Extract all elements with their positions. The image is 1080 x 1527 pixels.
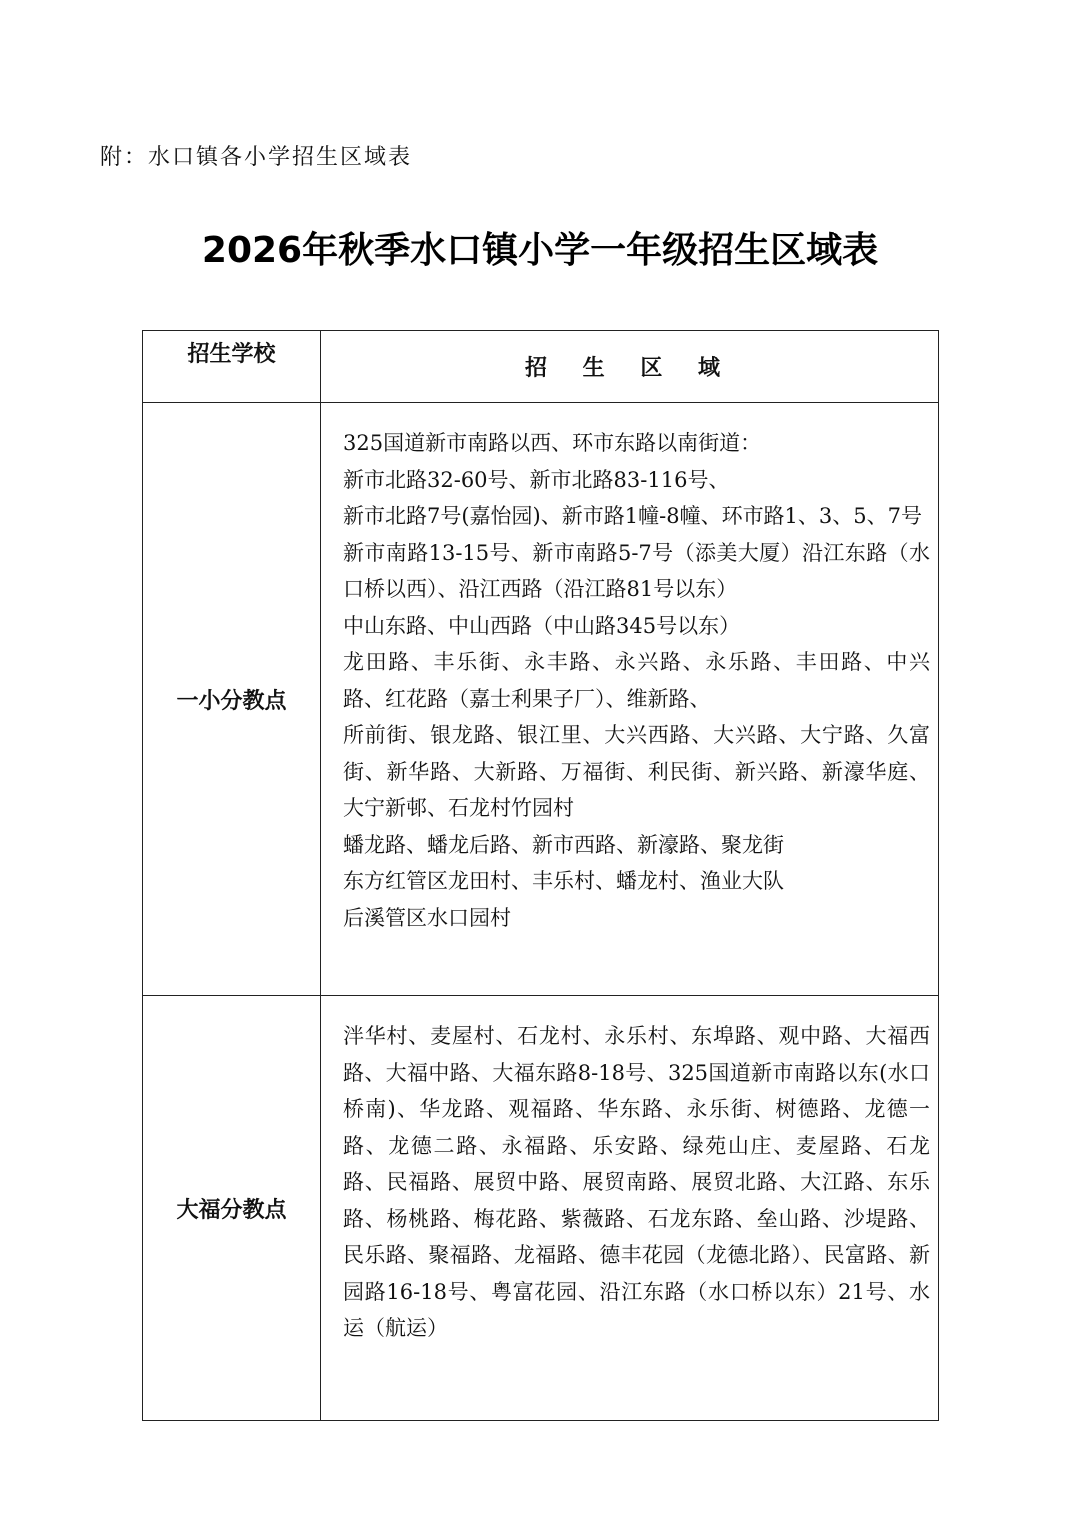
zone-line: 后溪管区水口园村	[343, 905, 511, 930]
school-name: 一小分教点	[143, 403, 321, 996]
header-zone: 招 生 区 域	[321, 331, 939, 403]
header-school: 招生学校	[143, 331, 321, 403]
school-name: 大福分教点	[143, 996, 321, 1421]
table-row	[143, 403, 939, 996]
zone-line: 龙田路、丰乐街、永丰路、永兴路、永乐路、丰田路、中兴路、红花路（嘉士利果子厂）、维新路、	[343, 650, 930, 711]
zone-line: 新市南路13-15号、新市南路5-7号（添美大厦）沿江东路（水口桥以西）、沿江西路（沿江路81号以东）	[343, 540, 930, 601]
zone-description	[321, 996, 939, 1421]
zone-line: 蟠龙路、蟠龙后路、新市西路、新濠路、聚龙街	[343, 832, 784, 857]
zone-line: 新市北路7号(嘉怡园)、新市路1幢-8幢、环市路1、3、5、7号	[343, 504, 923, 528]
table-header-row	[143, 331, 939, 403]
zone-description	[321, 403, 939, 996]
zone-line: 325国道新市南路以西、环市东路以南街道：	[343, 431, 762, 455]
attachment-note: 附：水口镇各小学招生区域表	[100, 145, 413, 170]
zone-line: 中山东路、中山西路（中山路345号以东）	[343, 613, 741, 638]
zone-line: 所前街、银龙路、银江里、大兴西路、大兴路、大宁路、久富街、新华路、大新路、万福街、利民街、新兴路、新濠华庭、大宁新邨、石龙村竹园村	[343, 723, 930, 820]
zone-line: 新市北路32-60号、新市北路83-116号、	[343, 467, 730, 492]
zone-line: 东方红管区龙田村、丰乐村、蟠龙村、渔业大队	[343, 869, 784, 893]
table-row	[143, 996, 939, 1421]
document-title: 2026年秋季水口镇小学一年级招生区域表	[201, 230, 879, 271]
enrollment-zone-table	[142, 330, 939, 1421]
zone-line: 泮华村、麦屋村、石龙村、永乐村、东埠路、观中路、大福西路、大福中路、大福东路8-18号、325国道新市南路以东(水口桥南)、华龙路、观福路、华东路、永乐街、树德路、龙德一路、龙德二路、永福路、乐安路、绿苑山庄、麦屋路、石龙路、民福路、展贸中路、展贸南路、展贸北路、大江路、东乐路、杨桃路、梅花路、紫薇路、石龙东路、垒山路、沙堤路、民乐路、聚福路、龙福路、德丰花园（龙德北路）、民富路、新园路16-18号、粤富花园、沿江东路（水口桥以东）21号、水运（航运）	[343, 1024, 930, 1340]
